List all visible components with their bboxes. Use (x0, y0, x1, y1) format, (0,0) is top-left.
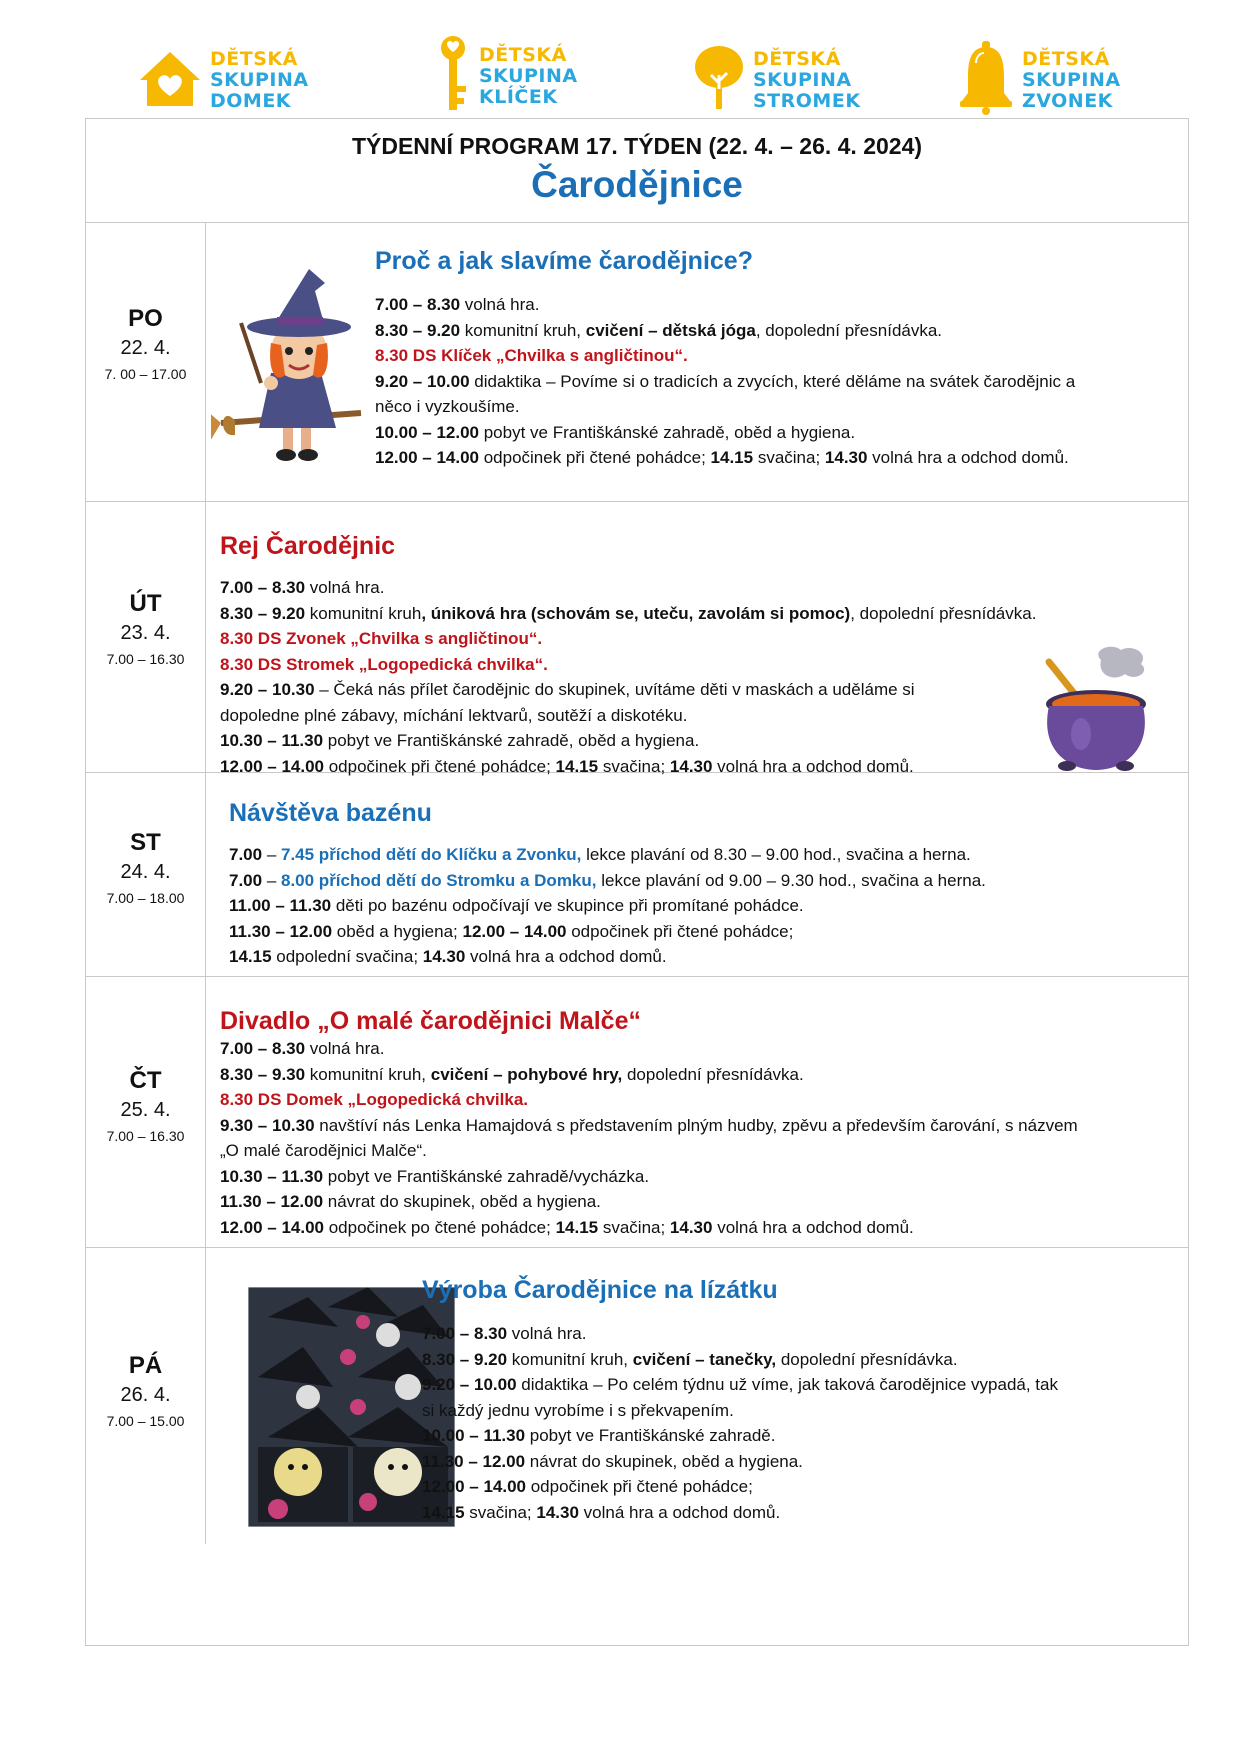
schedule-text: odpočinek při čtené pohádce; (525, 1477, 753, 1496)
day-date: 25. 4. (120, 1099, 171, 1121)
schedule-line (220, 1215, 1180, 1241)
day-schedule (422, 1321, 1182, 1525)
schedule-text: 7.00 (229, 870, 263, 890)
schedule-text: navštíví nás Lenka Hamajdová s představením plným hudby, zpěvu a především čarování, s názvem (314, 1115, 1078, 1135)
schedule-line (229, 944, 1179, 970)
logo-line2: SKUPINA (210, 68, 309, 91)
day-content (220, 977, 1180, 1247)
day-title: Proč a jak slavíme čarodějnice? (375, 247, 753, 275)
schedule-text: volná hra a odchod domů. (578, 1502, 781, 1522)
schedule-text: 7.00 – 8.30 (220, 1039, 306, 1058)
logo-klicek (435, 36, 578, 116)
schedule-text: 14.15 (710, 448, 754, 467)
schedule-text: 7.45 příchod dětí do Klíčku a Zvonku, (281, 845, 582, 864)
schedule-text: dopolední přesnídávka. (776, 1349, 958, 1369)
day-row-monday (86, 223, 1188, 502)
schedule-text: 8.00 příchod dětí do Stromku a Domku, (281, 870, 597, 890)
schedule-text: 14.30 (422, 947, 466, 966)
day-title: Návštěva bazénu (229, 799, 432, 827)
schedule-text: 11.30 – 12.00 (229, 921, 333, 941)
day-date: 26. 4. (120, 1384, 171, 1406)
schedule-text: 8.30 DS Zvonek „Chvilka s angličtinou“. (220, 629, 543, 648)
schedule-text: 10.30 – 11.30 (220, 1166, 324, 1186)
schedule-text: 14.30 (536, 1502, 579, 1522)
schedule-text: – Čeká nás přílet čarodějnic do skupinek, uvítáme děti v maskách a uděláme si (314, 680, 915, 699)
schedule-line (229, 919, 1179, 945)
day-date: 24. 4. (120, 861, 171, 883)
schedule-line (229, 868, 1179, 894)
schedule-line (422, 1372, 1182, 1398)
schedule-line (220, 1164, 1180, 1190)
day-content (375, 223, 1175, 501)
schedule-text: pobyt ve Františkánské zahradě/vycházka. (323, 1166, 650, 1186)
schedule-line (422, 1347, 1182, 1373)
schedule-text: návrat do skupinek, oběd a hygiena. (525, 1451, 803, 1471)
witch-on-broom-illustration (211, 263, 376, 468)
program-header (86, 119, 1188, 223)
schedule-line (422, 1321, 1182, 1347)
logo-zvonek (958, 40, 1121, 120)
schedule-text: 14.30 (669, 756, 713, 776)
schedule-text: 12.00 – 14.00 (422, 1477, 526, 1496)
day-cell (86, 502, 206, 772)
schedule-text: 11.30 – 12.00 (220, 1192, 324, 1211)
schedule-text: 8.30 DS Klíček „Chvilka s angličtinou“. (375, 346, 688, 365)
logo-line2: SKUPINA (479, 64, 578, 87)
schedule-text: , dopolední přesnídávka. (755, 320, 943, 340)
schedule-text: 12.00 – 14.00 (220, 756, 324, 776)
schedule-text: 10.00 – 11.30 (422, 1426, 526, 1445)
day-cell (86, 977, 206, 1247)
schedule-text: 11.00 – 11.30 (229, 896, 332, 915)
day-schedule (375, 292, 1175, 471)
schedule-line (220, 1189, 1180, 1215)
schedule-text: 12.00 – 14.00 (220, 1217, 324, 1237)
day-cell (86, 1248, 206, 1544)
schedule-text: svačina; (598, 1217, 670, 1237)
schedule-text: 14.15 (555, 756, 599, 776)
logo-stromek (693, 40, 861, 120)
logo-line3: DOMEK (210, 89, 292, 112)
schedule-text: 10.00 – 12.00 (375, 422, 479, 442)
schedule-text: svačina; (753, 448, 825, 467)
day-abbr: ÚT (129, 590, 162, 617)
schedule-text: volná hra. (305, 1039, 385, 1058)
schedule-line (229, 893, 1179, 919)
schedule-text: děti po bazénu odpočívají ve skupince při promítané pohádce. (331, 896, 804, 915)
schedule-text: lekce plavání od 8.30 – 9.00 hod., svačina a herna. (581, 845, 971, 864)
day-abbr: PÁ (128, 1352, 163, 1379)
schedule-text: volná hra. (507, 1324, 587, 1343)
schedule-text: 14.30 (824, 448, 868, 467)
schedule-text: 12.00 – 14.00 (462, 921, 567, 941)
schedule-text: 9.20 – 10.00 (375, 371, 470, 391)
schedule-text: 11.30 – 12.00 (422, 1451, 526, 1471)
schedule-line (422, 1423, 1182, 1449)
schedule-text: 7.00 (229, 845, 263, 864)
day-hours: 7.00 – 16.30 (106, 1128, 185, 1144)
bell-icon (958, 41, 1014, 120)
schedule-line (375, 292, 1175, 318)
schedule-line (375, 369, 1175, 395)
program-table (85, 118, 1189, 1646)
schedule-text: „O malé čarodějnici Malče“. (220, 1141, 427, 1160)
schedule-line (422, 1449, 1182, 1475)
schedule-text: 9.20 – 10.30 (220, 680, 315, 699)
schedule-text: – (262, 845, 281, 864)
schedule-text: 7.00 – 8.30 (220, 578, 306, 597)
schedule-text: odpočinek při čtené pohádce; (323, 756, 556, 776)
day-row-tuesday (86, 502, 1188, 776)
schedule-text: něco i vyzkoušíme. (375, 397, 520, 416)
schedule-text: pobyt ve Františkánské zahradě, oběd a hygiena. (323, 731, 700, 750)
logo-line3: STROMEK (753, 89, 861, 112)
schedule-text: si každý jednu vyrobíme i s překvapením. (422, 1400, 734, 1420)
schedule-text: volná hra a odchod domů. (712, 756, 914, 776)
logo-line1: DĚTSKÁ (479, 43, 567, 66)
day-abbr: ČT (129, 1067, 162, 1094)
day-title: Divadlo „O malé čarodějnici Malče“ (220, 1007, 641, 1035)
day-abbr: ST (130, 829, 161, 856)
schedule-text: svačina; (464, 1502, 537, 1522)
schedule-text: , dopolední přesnídávka. (850, 603, 1037, 623)
day-hours: 7.00 – 18.00 (106, 890, 185, 906)
schedule-text: 9.20 – 10.00 (422, 1375, 517, 1394)
schedule-text: cvičení – tanečky, (632, 1349, 777, 1369)
schedule-text: 8.30 – 9.20 (375, 320, 461, 340)
cauldron-illustration (1031, 642, 1161, 772)
week-heading: TÝDENNÍ PROGRAM 17. TÝDEN (22. 4. – 26. 4. 2024) (351, 133, 923, 159)
theme-title: Čarodějnice (531, 164, 743, 205)
schedule-text: 8.30 DS Domek „Logopedická chvilka. (220, 1090, 529, 1109)
schedule-text: oběd a hygiena; (332, 921, 463, 941)
day-content (229, 773, 1179, 976)
logo-line2: SKUPINA (1022, 68, 1121, 91)
schedule-line (220, 1062, 1180, 1088)
day-cell (86, 223, 206, 501)
logo-line1: DĚTSKÁ (210, 47, 298, 70)
day-hours: 7.00 – 16.30 (106, 651, 185, 667)
schedule-line (375, 420, 1175, 446)
schedule-text: dopolední přesnídávka. (622, 1064, 804, 1084)
schedule-line (375, 318, 1175, 344)
schedule-text: dopoledne plné zábavy, míchání lektvarů, soutěží a diskotéku. (220, 705, 688, 725)
schedule-text: pobyt ve Františkánské zahradě. (525, 1426, 776, 1445)
schedule-text: 14.30 (669, 1217, 713, 1237)
day-schedule (220, 1036, 1180, 1240)
schedule-text: 10.30 – 11.30 (220, 731, 324, 750)
schedule-text: volná hra a odchod domů. (712, 1217, 914, 1237)
schedule-text: 7.00 – 8.30 (375, 295, 461, 314)
schedule-text: cvičení – pohybové hry, (430, 1064, 623, 1084)
day-row-friday (86, 1248, 1188, 1544)
schedule-text: svačina; (598, 756, 670, 776)
day-date: 22. 4. (120, 337, 171, 359)
key-icon (435, 34, 471, 119)
schedule-line (220, 626, 1040, 652)
logo-line1: DĚTSKÁ (753, 47, 841, 70)
day-abbr: PO (128, 305, 163, 332)
day-row-wednesday (86, 773, 1188, 977)
day-schedule (229, 842, 1179, 970)
schedule-text: cvičení – dětská jóga (585, 320, 756, 340)
day-hours: 7. 00 – 17.00 (104, 366, 187, 382)
schedule-line (220, 728, 1040, 754)
schedule-line (220, 601, 1040, 627)
schedule-line (220, 1113, 1180, 1139)
schedule-line (375, 343, 1175, 369)
schedule-line (422, 1474, 1182, 1500)
schedule-text: 8.30 – 9.20 (422, 1349, 508, 1369)
schedule-text: didaktika – Povíme si o tradicích a zvycích, které děláme na svátek čarodějnic a (469, 371, 1076, 391)
day-cell (86, 773, 206, 976)
logo-domek (138, 40, 309, 120)
schedule-text: lekce plavání od 9.00 – 9.30 hod., svačina a herna. (596, 870, 986, 890)
house-heart-icon (138, 46, 202, 115)
schedule-line (220, 703, 1040, 729)
schedule-text: 14.15 (422, 1502, 465, 1522)
day-content (220, 502, 1040, 776)
schedule-line (422, 1500, 1182, 1526)
logo-bar (0, 0, 1240, 120)
schedule-text: komunitní kruh (305, 603, 422, 623)
schedule-text: 7.00 – 8.30 (422, 1324, 508, 1343)
schedule-text: návrat do skupinek, oběd a hygiena. (323, 1192, 601, 1211)
schedule-text: volná hra a odchod domů. (465, 947, 667, 966)
schedule-line (220, 652, 1040, 678)
schedule-text: – (262, 870, 281, 890)
schedule-line (220, 677, 1040, 703)
day-content (422, 1248, 1182, 1544)
schedule-text: odpočinek při čtené pohádce; (478, 448, 711, 467)
schedule-line (220, 1087, 1180, 1113)
schedule-line (220, 1036, 1180, 1062)
day-title: Výroba Čarodějnice na lízátku (422, 1276, 778, 1304)
schedule-text: 14.15 (229, 947, 272, 966)
schedule-text: komunitní kruh, (507, 1349, 633, 1369)
logo-line3: KLÍČEK (479, 85, 558, 108)
schedule-text: 12.00 – 14.00 (375, 448, 479, 467)
schedule-text: odpolední svačina; (271, 947, 423, 966)
logo-line2: SKUPINA (753, 68, 852, 91)
schedule-text: 8.30 DS Stromek „Logopedická chvilka“. (220, 654, 548, 674)
schedule-line (375, 445, 1175, 471)
schedule-line (375, 394, 1175, 420)
schedule-line (422, 1398, 1182, 1424)
logo-line1: DĚTSKÁ (1022, 47, 1110, 70)
schedule-text: pobyt ve Františkánské zahradě, oběd a hygiena. (478, 422, 856, 442)
schedule-text: 9.30 – 10.30 (220, 1115, 315, 1135)
schedule-text: volná hra a odchod domů. (867, 448, 1069, 467)
logo-line3: ZVONEK (1022, 89, 1113, 112)
schedule-text: odpočinek po čtené pohádce; (323, 1217, 556, 1237)
day-hours: 7.00 – 15.00 (106, 1413, 185, 1429)
schedule-text: 14.15 (555, 1217, 599, 1237)
schedule-text: 8.30 – 9.20 (220, 603, 306, 623)
schedule-text: , úniková hra (schovám se, uteču, zavolám si pomoc) (421, 603, 851, 623)
day-title: Rej Čarodějnic (220, 532, 396, 560)
schedule-text: komunitní kruh, (460, 320, 586, 340)
schedule-text: 8.30 – 9.30 (220, 1064, 306, 1084)
day-date: 23. 4. (120, 622, 171, 644)
schedule-text: komunitní kruh, (305, 1064, 431, 1084)
schedule-text: odpočinek při čtené pohádce; (566, 921, 794, 941)
schedule-text: didaktika – Po celém týdnu už víme, jak taková čarodějnice vypadá, tak (516, 1375, 1058, 1394)
schedule-text: volná hra. (460, 295, 540, 314)
schedule-line (229, 842, 1179, 868)
schedule-line (220, 1138, 1180, 1164)
tree-icon (693, 45, 745, 116)
schedule-text: volná hra. (305, 578, 385, 597)
day-row-thursday (86, 977, 1188, 1248)
schedule-line (220, 575, 1040, 601)
day-schedule (220, 575, 1040, 779)
